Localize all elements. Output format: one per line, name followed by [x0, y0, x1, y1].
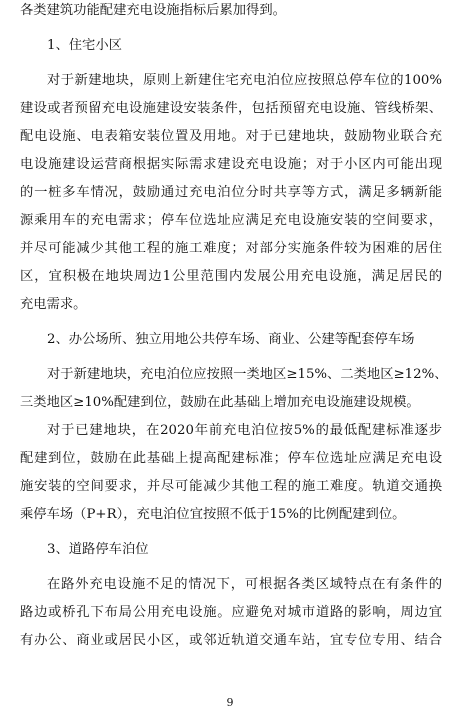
text-line: 有办公、商业或居民小区，或邻近轨道交通车站，宜专位专用、结合 — [20, 633, 442, 648]
text-line: 源乘用车的充电需求；停车位选址应满足充电设施安装的空间要求， — [20, 213, 442, 228]
section-heading: 2、办公场所、独立用地公共停车场、商业、公建等配套停车场 — [47, 332, 415, 347]
text-line: 区，宜积极在地块周边1公里范围内发展公用充电设施，满足居民的 — [20, 269, 442, 284]
text-line: 配电设施、电表箱安装位置及用地。对于已建地块，鼓励物业联合充 — [20, 129, 442, 144]
text-line: 在路外充电设施不足的情况下，可根据各类区域特点在有条件的 — [47, 577, 442, 592]
text-line: 乘停车场（P+R），充电泊位宜按照不低于15%的比例配建到位。 — [20, 507, 406, 522]
text-line: 对于新建地块，原则上新建住宅充电泊位应按照总停车位的100% — [47, 73, 442, 88]
text-line: 电设施建设运营商根据实际需求建设充电设施；对于小区内可能出现 — [20, 157, 442, 172]
text-line: 并尽可能减少其他工程的施工难度；对部分实施条件较为困难的居住 — [20, 241, 442, 256]
text-line: 的一桩多车情况，鼓励通过充电泊位分时共享等方式，满足多辆新能 — [20, 185, 442, 200]
section-heading: 3、道路停车泊位 — [47, 542, 149, 557]
section-heading: 1、住宅小区 — [47, 38, 122, 53]
text-line: 三类地区≥10%配建到位，鼓励在此基础上增加充电设施建设规模。 — [20, 395, 420, 410]
text-line: 对于新建地块，充电泊位应按照一类地区≥15%、二类地区≥12%、 — [47, 367, 448, 382]
text-line: 充电需求。 — [20, 297, 87, 312]
text-line: 施安装的空间要求，并尽可能减少其他工程的施工难度。轨道交通换 — [20, 479, 442, 494]
text-line: 配建到位，鼓励在此基础上提高配建标准；停车位选址应满足充电设 — [20, 451, 442, 466]
text-line: 对于已建地块，在2020年前充电泊位按5%的最低配建标准逐步 — [47, 423, 442, 438]
text-line: 建设或者预留充电设施建设安装条件，包括预留充电设施、管线桥架、 — [20, 101, 442, 116]
text-line: 路边或桥孔下布局公用充电设施。应避免对城市道路的影响，周边宜 — [20, 605, 442, 620]
page-number: 9 — [226, 696, 234, 709]
text-line: 各类建筑功能配建充电设施指标后累加得到。 — [20, 3, 286, 18]
